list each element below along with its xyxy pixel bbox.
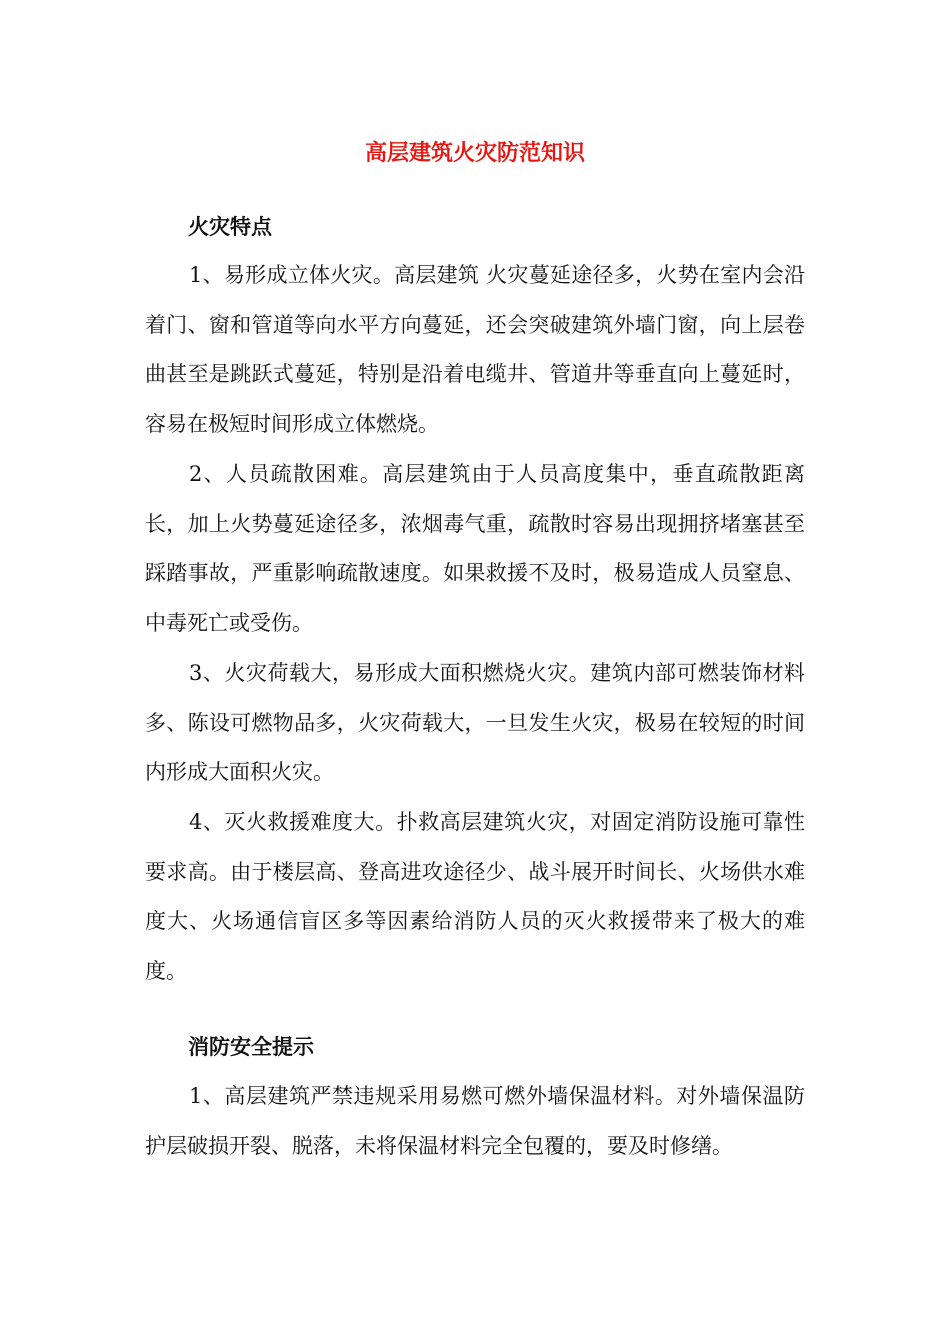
section-heading-safety-tips: 消防安全提示 [188, 1034, 314, 1059]
paragraph-5: 1、高层建筑严禁违规采用易燃可燃外墙保温材料。对外墙保温防护层破损开裂、脱落，未将保温材料完全包覆的，要及时修缮。 [145, 1084, 805, 1158]
page-title: 高层建筑火灾防范知识 [364, 140, 585, 166]
paragraph-4: 4、灭火救援难度大。扑救高层建筑火灾，对固定消防设施可靠性要求高。由于楼层高、登高进攻途径少、战斗展开时间长、火场供水难度大、火场通信盲区多等因素给消防人员的灭火救援带来了极大的难度。 [145, 810, 805, 983]
paragraph-1: 1、易形成立体火灾。高层建筑 火灾蔓延途径多，火势在室内会沿着门、窗和管道等向水平方向蔓延，还会突破建筑外墙门窗，向上层卷曲甚至是跳跃式蔓延，特别是沿着电缆井、管道井等垂直向上蔓延时，容易在极短时间形成立体燃烧。 [145, 263, 805, 436]
section-heading-fire-characteristics: 火灾特点 [188, 214, 272, 239]
paragraph-3: 3、火灾荷载大，易形成大面积燃烧火灾。建筑内部可燃装饰材料多、陈设可燃物品多，火灾荷载大，一旦发生火灾，极易在较短的时间内形成大面积火灾。 [145, 661, 805, 784]
paragraph-2: 2、人员疏散困难。高层建筑由于人员高度集中，垂直疏散距离长，加上火势蔓延途径多，浓烟毒气重，疏散时容易出现拥挤堵塞甚至踩踏事故，严重影响疏散速度。如果救援不及时，极易造成人员窒息、中毒死亡或受伤。 [145, 462, 805, 635]
